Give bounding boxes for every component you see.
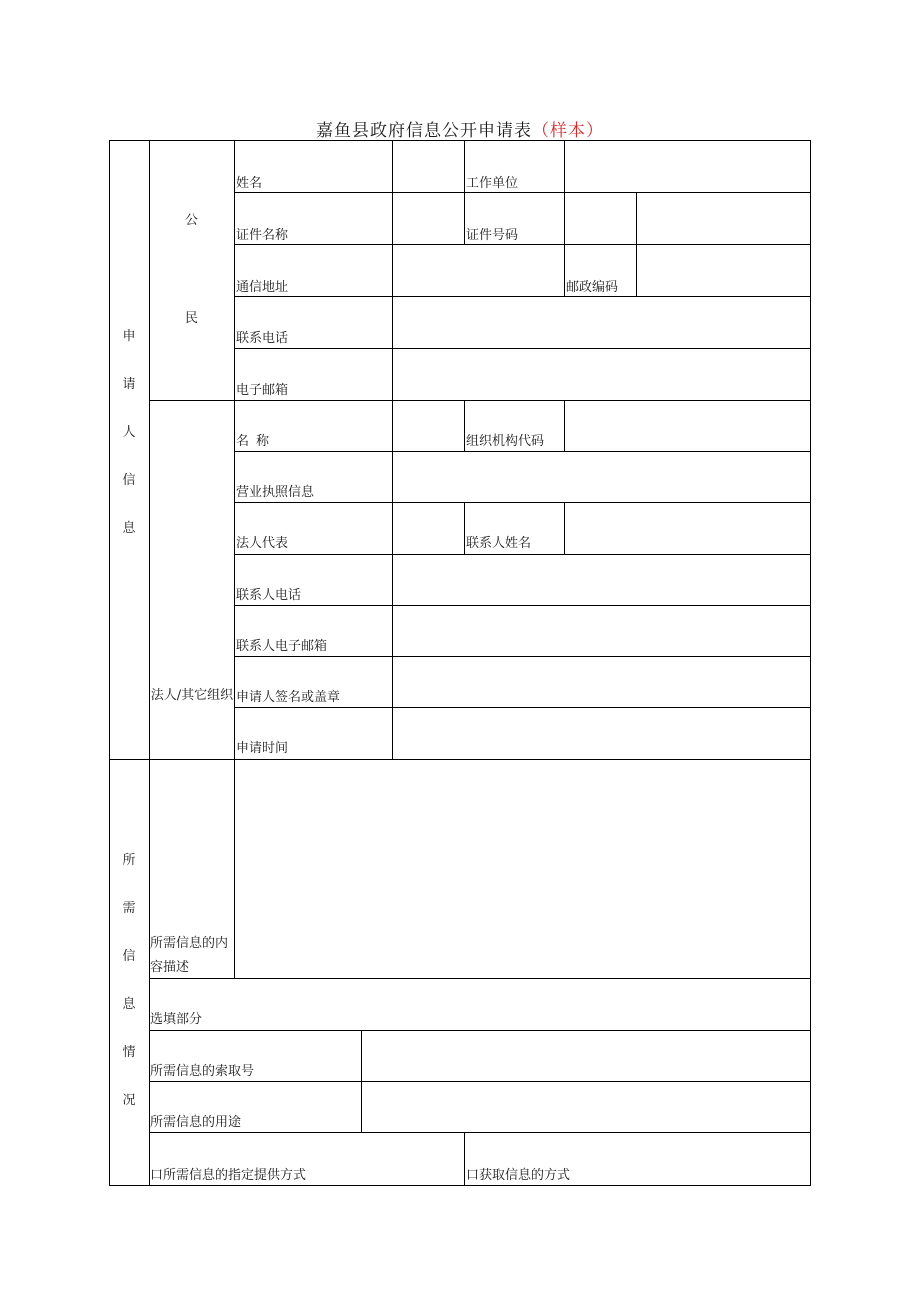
legal-contact-email-input[interactable] [392, 605, 811, 656]
legal-contact-name-input[interactable] [564, 502, 811, 554]
citizen-name-input[interactable] [392, 140, 464, 192]
legal-name-label: 名称 [236, 434, 277, 449]
citizen-work-unit-input[interactable] [564, 140, 811, 192]
legal-signature-input[interactable] [392, 656, 811, 707]
citizen-postal-code-label: 邮政编码 [566, 280, 619, 295]
legal-group-label: 法人/其它组织 [150, 688, 234, 703]
citizen-group-label [149, 213, 234, 331]
optional-section-cell [149, 978, 811, 1030]
citizen-id-number-input-a[interactable] [564, 192, 636, 244]
legal-signature-label: 申请人签名或盖章 [236, 690, 341, 705]
legal-rep-label: 法人代表 [236, 536, 289, 551]
legal-org-code-label: 组织机构代码 [466, 434, 545, 449]
applicant-section-label [109, 329, 149, 569]
legal-contact-phone-label: 联系人电话 [236, 588, 302, 603]
citizen-phone-input[interactable] [392, 296, 811, 348]
purpose-label: 所需信息的用途 [150, 1115, 242, 1130]
citizen-address-input[interactable] [392, 244, 564, 296]
citizen-id-number-input-b[interactable] [636, 192, 811, 244]
index-no-input[interactable] [361, 1030, 811, 1081]
citizen-address-label: 通信地址 [236, 280, 289, 295]
request-section-label [109, 853, 149, 1141]
legal-contact-name-label: 联系人姓名 [466, 536, 532, 551]
form-title-sample-mark: （样本） [532, 121, 604, 141]
applicant-char-3: 人 [122, 425, 136, 440]
request-char-2: 需 [122, 901, 136, 916]
citizen-email-input[interactable] [392, 348, 811, 400]
legal-date-input[interactable] [392, 707, 811, 759]
legal-date-label: 申请时间 [236, 741, 289, 756]
request-char-4: 息 [122, 997, 136, 1012]
citizen-id-name-input[interactable] [392, 192, 464, 244]
applicant-char-4: 信 [122, 473, 136, 488]
legal-license-label: 营业执照信息 [236, 485, 315, 500]
legal-org-code-input[interactable] [564, 400, 811, 451]
legal-contact-phone-input[interactable] [392, 554, 811, 605]
legal-license-input[interactable] [392, 451, 811, 502]
citizen-id-name-label: 证件名称 [236, 228, 289, 243]
citizen-char-2: 民 [184, 311, 198, 326]
applicant-char-1: 申 [122, 329, 136, 344]
request-char-5: 情 [122, 1045, 136, 1060]
citizen-phone-label: 联系电话 [236, 331, 289, 346]
legal-rep-input[interactable] [392, 502, 464, 554]
legal-contact-email-label: 联系人电子邮箱 [236, 639, 328, 654]
request-char-6: 况 [122, 1093, 136, 1108]
form-title-main: 嘉鱼县政府信息公开申请表 [316, 121, 532, 141]
purpose-input[interactable] [361, 1081, 811, 1132]
index-no-label: 所需信息的索取号 [150, 1064, 255, 1079]
request-char-1: 所 [122, 853, 136, 868]
citizen-work-unit-label: 工作单位 [466, 176, 519, 191]
applicant-char-5: 息 [122, 521, 136, 536]
provide-method-label: 口所需信息的指定提供方式 [150, 1168, 307, 1183]
citizen-email-label: 电子邮箱 [236, 383, 289, 398]
applicant-char-2: 请 [122, 377, 136, 392]
request-char-3: 信 [122, 949, 136, 964]
citizen-id-number-label: 证件号码 [466, 228, 519, 243]
content-desc-label: 所需信息的内容描述 [150, 936, 229, 975]
legal-name-input[interactable] [392, 400, 464, 451]
content-desc-input[interactable] [234, 759, 811, 978]
citizen-name-label: 姓名 [236, 176, 263, 191]
optional-section-label: 选填部分 [150, 1012, 203, 1027]
citizen-char-1: 公 [184, 213, 198, 228]
obtain-method-label: 口获取信息的方式 [466, 1168, 571, 1183]
citizen-postal-code-input[interactable] [636, 244, 811, 296]
